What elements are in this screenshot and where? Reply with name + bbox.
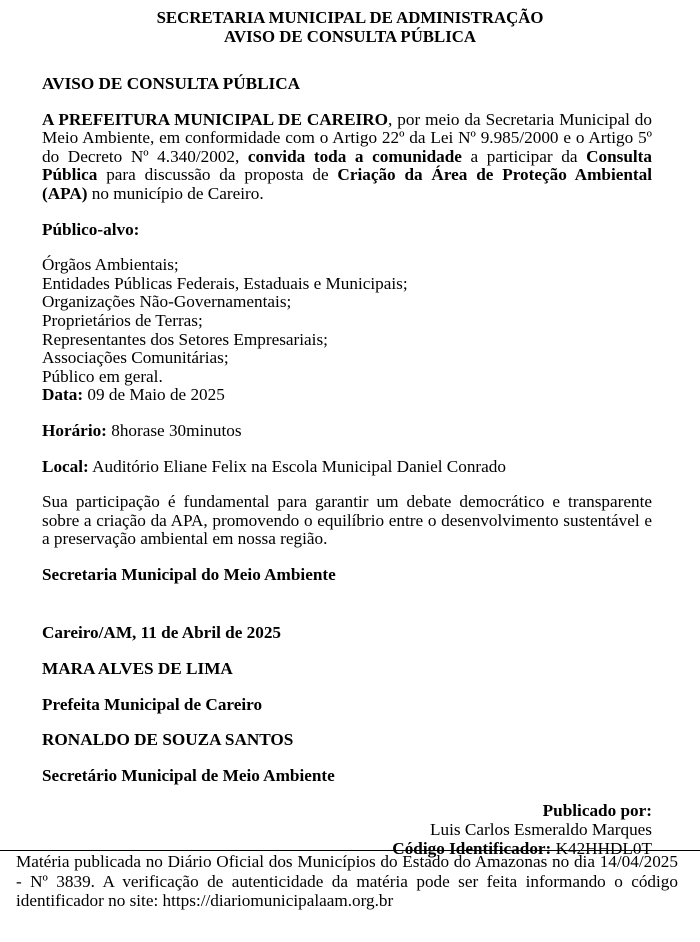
code-label: Código Identificador: (392, 838, 552, 858)
place-label: Local: (42, 456, 89, 476)
signer-2-role: Secretário Municipal de Meio Ambiente (42, 765, 335, 785)
notice-body (42, 75, 652, 858)
footer-divider (0, 850, 700, 851)
intro-text-2: a participar da (461, 146, 587, 166)
date-value: 09 de Maio de 2025 (83, 385, 225, 405)
signer-1-role: Prefeita Municipal de Careiro (42, 694, 263, 714)
place-line (42, 458, 652, 477)
header-secretariat: SECRETARIA MUNICIPAL DE ADMINISTRAÇÃO (156, 8, 544, 27)
list-item: Público em geral. (42, 366, 163, 386)
place-value: Auditório Eliane Felix na Escola Municipal Daniel Conrado (88, 456, 506, 476)
date-line (42, 386, 652, 405)
footer-note: Matéria publicada no Diário Oficial dos Municípios do Estado do Amazonas no dia 14/04/2025 - Nº 3839. A verificação de autenticidade da matéria pode ser feita informando o código identificador no site: https://diariomunicipalaam.org.br (16, 852, 678, 910)
signer-1-name: MARA ALVES DE LIMA (42, 659, 233, 679)
audience-label: Público-alvo: (42, 219, 140, 239)
list-item: Associações Comunitárias; (42, 348, 229, 368)
publisher-name: Luis Carlos Esmeraldo Marques (430, 820, 652, 840)
intro-creation: Criação da Área de Proteção Ambiental (APA) (42, 165, 652, 203)
intro-invite: convida toda a comunidade (247, 146, 462, 166)
intro-text-1: , por meio da Secretaria Municipal do Meio Ambiente, em conformidade com o Artigo 22º da Lei Nº 9.985/2000 e o Artigo 5º do Decreto Nº 4.340/2002, (42, 109, 652, 166)
list-item: Representantes dos Setores Empresariais; (42, 329, 328, 349)
intro-consult: Consulta Pública (42, 146, 652, 185)
intro-org: A PREFEITURA MUNICIPAL DE CAREIRO (42, 109, 389, 129)
published-by-label: Publicado por: (542, 801, 652, 821)
place-date: Careiro/AM, 11 de Abril de 2025 (42, 623, 282, 643)
intro-text-4: no município de Careiro. (87, 183, 264, 203)
time-value: 8horase 30minutos (106, 420, 242, 440)
audience-list (42, 256, 652, 386)
intro-text-3: para discussão da proposta de (97, 165, 338, 185)
list-item: Órgãos Ambientais; (42, 255, 179, 275)
time-line (42, 422, 652, 441)
participation-paragraph: Sua participação é fundamental para garantir um debate democrático e transparente sobre a criação da APA, promovendo o equilíbrio entre o desenvolvimento sustentável e a preservação ambiental em nossa região. (42, 492, 652, 549)
date-label: Data: (42, 385, 84, 405)
signer-2-name: RONALDO DE SOUZA SANTOS (42, 730, 294, 750)
document-header (0, 8, 700, 46)
list-item: Entidades Públicas Federais, Estaduais e Municipais; (42, 273, 408, 293)
time-label: Horário: (42, 420, 107, 440)
header-notice-type: AVISO DE CONSULTA PÚBLICA (224, 27, 476, 46)
intro-paragraph (42, 111, 652, 204)
list-item: Organizações Não-Governamentais; (42, 292, 292, 312)
issuer: Secretaria Municipal do Meio Ambiente (42, 564, 336, 584)
list-item: Proprietários de Terras; (42, 310, 203, 330)
code-value: K42HHDL0T (551, 838, 652, 858)
notice-title: AVISO DE CONSULTA PÚBLICA (42, 74, 301, 93)
